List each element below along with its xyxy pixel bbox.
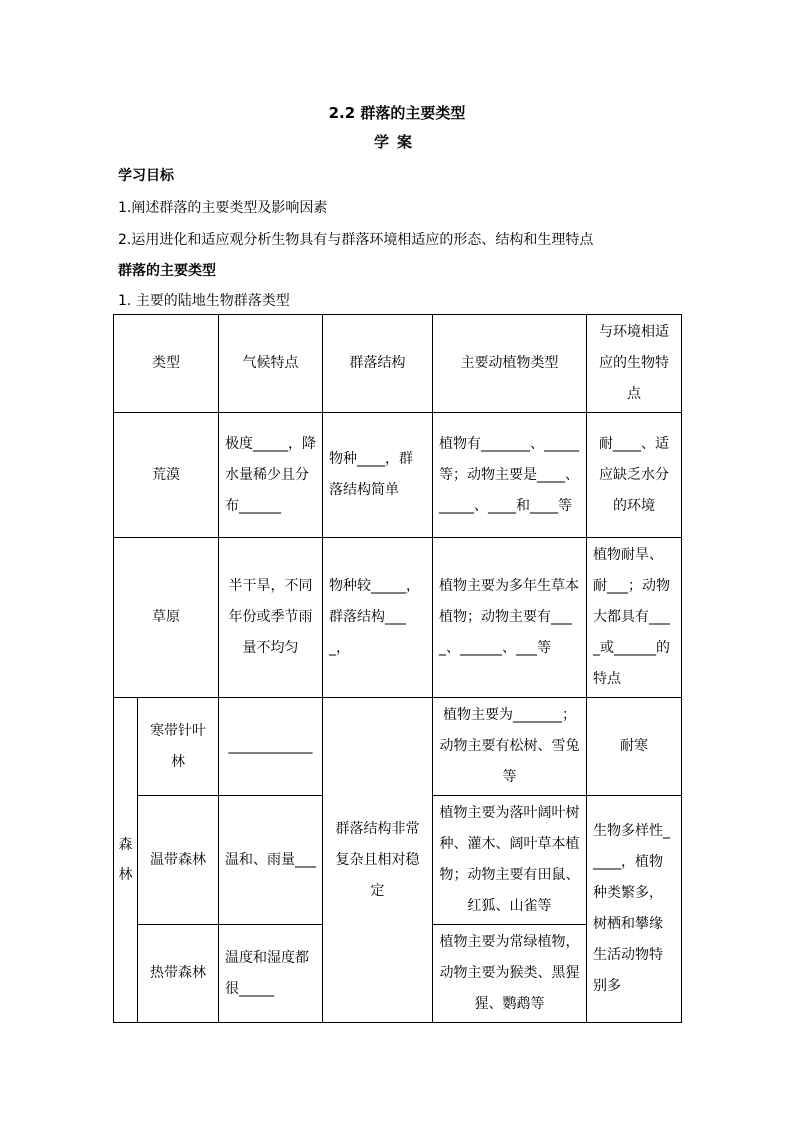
desert-climate: 极度_____，降水量稀少且分布______: [219, 413, 323, 538]
header-adaptation: 与环境相适应的生物特点: [587, 315, 682, 413]
row-type-temperate: 温带森林: [138, 796, 219, 925]
grassland-climate: 半干旱，不同年份或季节雨量不均匀: [219, 538, 323, 698]
forest-label-char-1: 森: [118, 837, 133, 853]
forest-adaptation: 生物多样性_____，植物种类繁多，树栖和攀缘生活动物特别多: [587, 796, 682, 1023]
goal-item-1: 1.阐述群落的主要类型及影响因素: [118, 200, 328, 216]
desert-adaptation: 耐____、适应缺乏水分的环境: [587, 413, 682, 538]
table-header-row: [114, 315, 682, 413]
desert-organisms: 植物有_______、_____等；动物主要是____、_____、____和____等: [433, 413, 587, 538]
tropical-organisms: 植物主要为常绿植物，动物主要为猴类、黑猩猩、鹦鹉等: [433, 925, 587, 1023]
temperate-organisms: 植物主要为落叶阔叶树种、灌木、阔叶草本植物；动物主要有田鼠、红狐、山雀等: [433, 796, 587, 925]
page-subtitle: 学案: [373, 133, 420, 151]
forest-label-char-2: 林: [118, 867, 133, 883]
row-type-grassland: 草原: [114, 538, 219, 698]
grassland-adaptation: 植物耐旱、耐___；动物大都具有____或______的特点: [587, 538, 682, 698]
grassland-organisms: 植物主要为多年生草本植物；动物主要有____、______、___等: [433, 538, 587, 698]
row-type-desert: 荒漠: [114, 413, 219, 538]
table-row: [114, 538, 682, 698]
grassland-structure: 物种较_____，群落结构____，: [323, 538, 433, 698]
temperate-climate: 温和、雨量___: [219, 796, 323, 925]
tropical-climate: 温度和湿度都很_____: [219, 925, 323, 1023]
forest-structure: 群落结构非常复杂且相对稳定: [323, 698, 433, 1023]
community-types-table: [113, 314, 682, 1023]
boreal-climate: ____________: [219, 698, 323, 796]
row-type-tropical: 热带森林: [138, 925, 219, 1023]
boreal-organisms: 植物主要为_______；动物主要有松树、雪兔等: [433, 698, 587, 796]
page-title: 2.2 群落的主要类型: [328, 104, 466, 122]
header-organisms: 主要动植物类型: [433, 315, 587, 413]
section-subheading: 1. 主要的陆地生物群落类型: [118, 293, 290, 309]
row-type-boreal: 寒带针叶林: [138, 698, 219, 796]
forest-group-label: [114, 698, 138, 1023]
header-climate: 气候特点: [219, 315, 323, 413]
table-row: [114, 698, 682, 796]
section-heading: 群落的主要类型: [118, 263, 216, 279]
table-row: [114, 413, 682, 538]
boreal-adaptation: 耐寒: [587, 698, 682, 796]
goals-heading: 学习目标: [118, 168, 174, 184]
desert-structure: 物种____，群落结构简单: [323, 413, 433, 538]
goal-item-2: 2.运用进化和适应观分析生物具有与群落环境相适应的形态、结构和生理特点: [118, 232, 594, 248]
header-type: 类型: [114, 315, 219, 413]
header-structure: 群落结构: [323, 315, 433, 413]
